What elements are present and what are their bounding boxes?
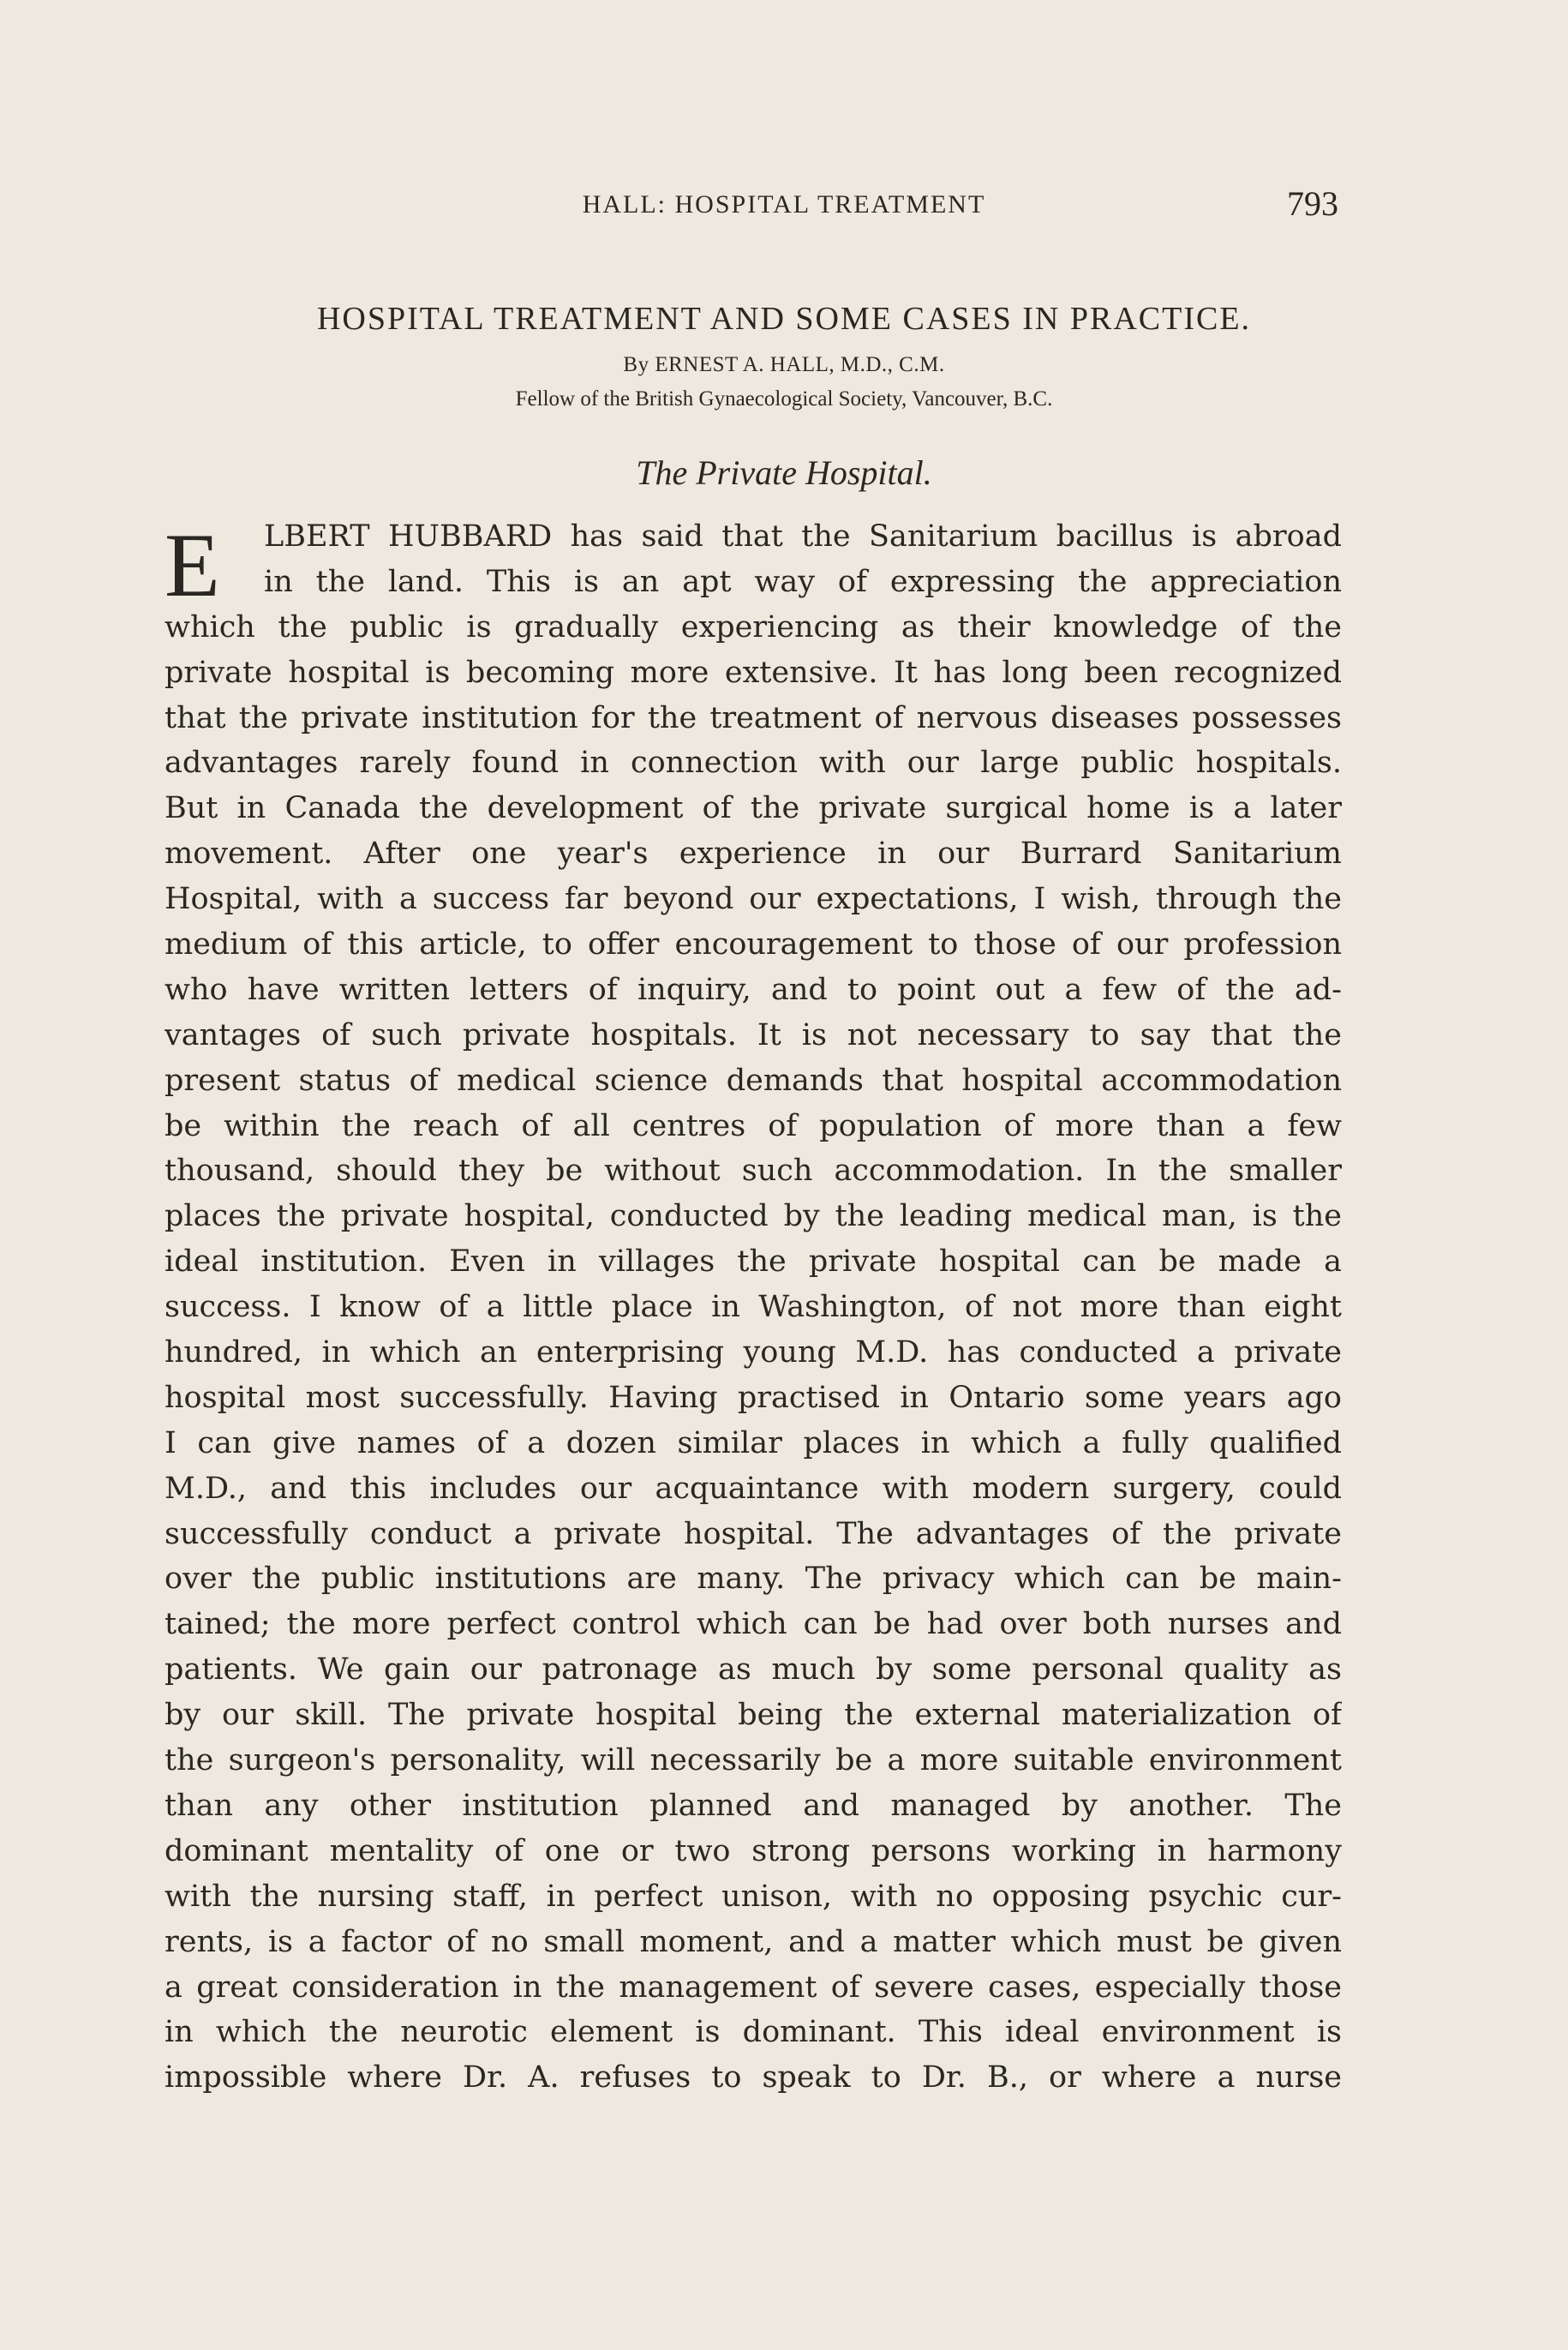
body-line: tained; the more perfect control which can be had over both nurses and xyxy=(165,1607,1342,1642)
body-line: by our skill. The private hospital being the external materialization of xyxy=(165,1698,1342,1733)
drop-cap: E xyxy=(165,515,220,615)
body-line: vantages of such private hospitals. It is not necessary to say that the xyxy=(165,1017,1342,1052)
body-line: the surgeon's personality, will necessarily be a more suitable environment xyxy=(165,1743,1342,1778)
body-line: patients. We gain our patronage as much by some personal quality as xyxy=(165,1652,1342,1688)
author-byline: By ERNEST A. HALL, M.D., C.M. xyxy=(623,353,945,376)
body-line: rents, is a factor of no small moment, and a matter which must be given xyxy=(165,1924,1342,1959)
section-title: The Private Hospital. xyxy=(636,453,932,492)
body-line: present status of medical science demands that hospital accommodation xyxy=(165,1063,1342,1098)
body-line: advantages rarely found in connection with our large public hospitals. xyxy=(165,746,1342,781)
running-head: HALL: HOSPITAL TREATMENT xyxy=(582,190,986,219)
body-line: thousand, should they be without such accommodation. In the smaller xyxy=(165,1154,1342,1189)
body-line: Hospital, with a success far beyond our expectations, I wish, through the xyxy=(165,882,1342,917)
body-line: that the private institution for the treatment of nervous diseases possesses xyxy=(165,700,1342,735)
body-line: than any other institution planned and managed by another. The xyxy=(165,1788,1342,1823)
body-line: places the private hospital, conducted by the leading medical man, is the xyxy=(165,1199,1342,1234)
body-line: movement. After one year's experience in our Burrard Sanitarium xyxy=(165,836,1342,872)
body-line: I can give names of a dozen similar places in which a fully qualified xyxy=(165,1425,1342,1460)
body-line: which the public is gradually experiencing as their knowledge of the xyxy=(165,609,1342,644)
body-line: successfully conduct a private hospital. The advantages of the private xyxy=(165,1516,1342,1551)
body-line: ideal institution. Even in villages the private hospital can be made a xyxy=(165,1244,1342,1280)
body-line: in which the neurotic element is dominant. This ideal environment is xyxy=(165,2015,1342,2050)
body-line: be within the reach of all centres of population of more than a few xyxy=(165,1108,1342,1143)
body-line: over the public institutions are many. The privacy which can be main- xyxy=(165,1562,1342,1597)
body-line: LBERT HUBBARD has said that the Sanitarium bacillus is abroad xyxy=(264,519,1342,554)
body-line: a great consideration in the management of severe cases, especially those xyxy=(165,1969,1342,2005)
article-body xyxy=(165,514,1342,2101)
body-line: dominant mentality of one or two strong persons working in harmony xyxy=(165,1833,1342,1868)
body-line: success. I know of a little place in Washington, of not more than eight xyxy=(165,1290,1342,1325)
body-line: But in Canada the development of the private surgical home is a later xyxy=(165,791,1342,826)
author-affiliation: Fellow of the British Gynaecological Society, Vancouver, B.C. xyxy=(515,387,1053,411)
body-line: private hospital is becoming more extensive. It has long been recognized xyxy=(165,655,1342,690)
body-line: in the land. This is an apt way of expressing the appreciation xyxy=(264,564,1342,599)
page-number: 793 xyxy=(1287,184,1338,223)
body-line: hospital most successfully. Having practised in Ontario some years ago xyxy=(165,1380,1342,1415)
body-line: with the nursing staff, in perfect unison, with no opposing psychic cur- xyxy=(165,1879,1342,1914)
body-line: hundred, in which an enterprising young M.D. has conducted a private xyxy=(165,1335,1342,1370)
article-title: HOSPITAL TREATMENT AND SOME CASES IN PRACTICE. xyxy=(316,301,1252,337)
body-line: impossible where Dr. A. refuses to speak to Dr. B., or where a nurse xyxy=(165,2060,1342,2095)
body-line: medium of this article, to offer encouragement to those of our profession xyxy=(165,927,1342,962)
body-line: M.D., and this includes our acquaintance with modern surgery, could xyxy=(165,1471,1342,1506)
body-line: who have written letters of inquiry, and to point out a few of the ad- xyxy=(165,972,1342,1007)
